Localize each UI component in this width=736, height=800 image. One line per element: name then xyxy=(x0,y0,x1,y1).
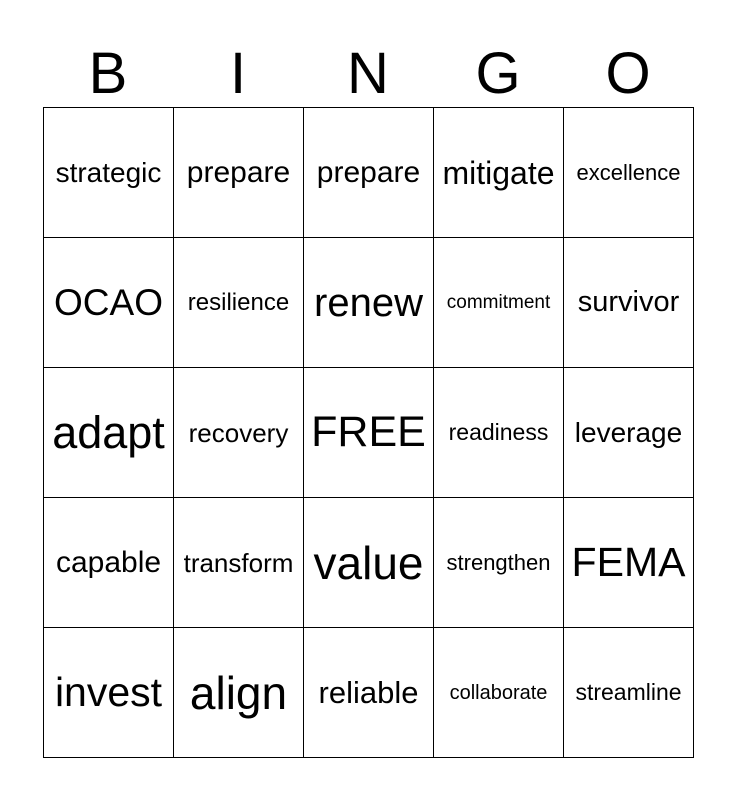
bingo-cell[interactable]: FEMA xyxy=(564,498,694,628)
header-letter-b: B xyxy=(88,41,128,106)
bingo-cell[interactable]: readiness xyxy=(434,368,564,498)
bingo-cell[interactable]: survivor xyxy=(564,238,694,368)
bingo-cell[interactable]: OCAO xyxy=(44,238,174,368)
bingo-cell[interactable]: adapt xyxy=(44,368,174,498)
bingo-cell[interactable]: leverage xyxy=(564,368,694,498)
bingo-cell[interactable]: renew xyxy=(304,238,434,368)
bingo-cell[interactable]: value xyxy=(304,498,434,628)
bingo-cell[interactable]: strengthen xyxy=(434,498,564,628)
bingo-header xyxy=(43,40,693,108)
free-space-cell[interactable]: FREE xyxy=(304,368,434,498)
bingo-cell[interactable]: resilience xyxy=(174,238,304,368)
bingo-cell[interactable]: excellence xyxy=(564,108,694,238)
header-letter-g: G xyxy=(475,41,521,106)
bingo-cell[interactable]: collaborate xyxy=(434,628,564,758)
header-letter-n: N xyxy=(347,41,389,106)
bingo-cell[interactable]: recovery xyxy=(174,368,304,498)
bingo-cell[interactable]: capable xyxy=(44,498,174,628)
header-letter-i: I xyxy=(229,41,247,106)
bingo-cell[interactable]: invest xyxy=(44,628,174,758)
bingo-cell[interactable]: streamline xyxy=(564,628,694,758)
header-letter-o: O xyxy=(605,41,651,106)
bingo-cell[interactable]: prepare xyxy=(174,108,304,238)
bingo-cell[interactable]: prepare xyxy=(304,108,434,238)
bingo-cell[interactable]: commitment xyxy=(434,238,564,368)
bingo-cell[interactable]: align xyxy=(174,628,304,758)
bingo-cell[interactable]: transform xyxy=(174,498,304,628)
bingo-grid xyxy=(43,107,694,758)
bingo-cell[interactable]: mitigate xyxy=(434,108,564,238)
bingo-cell[interactable]: reliable xyxy=(304,628,434,758)
bingo-cell[interactable]: strategic xyxy=(44,108,174,238)
